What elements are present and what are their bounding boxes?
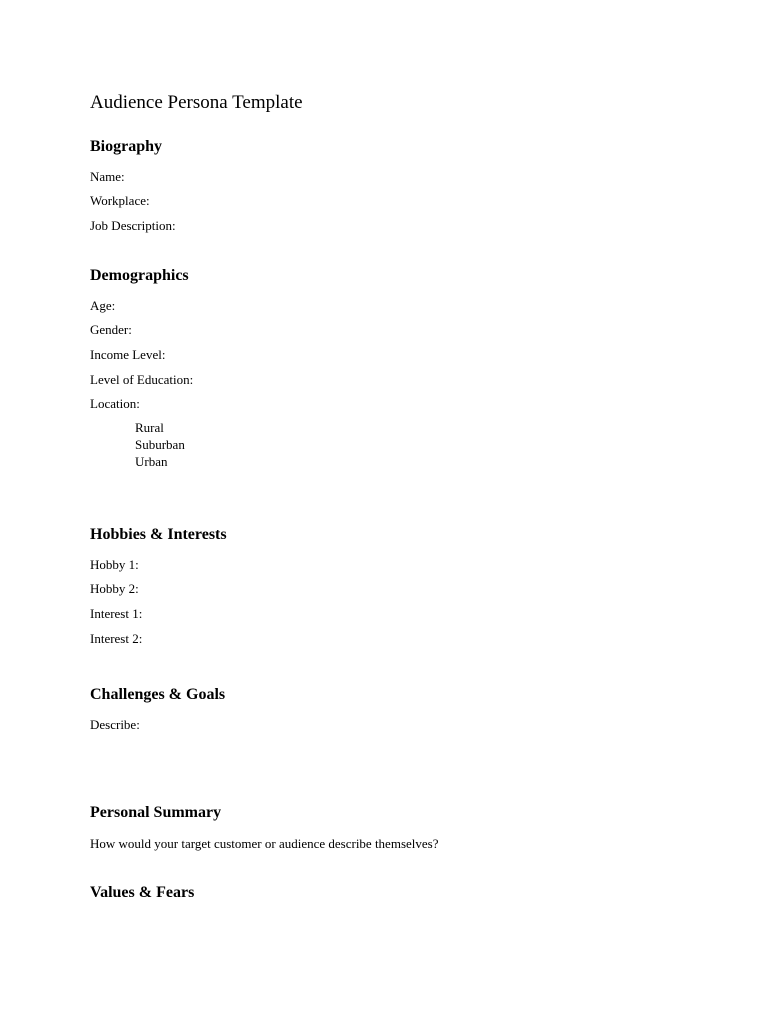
personal-summary-heading: Personal Summary	[90, 804, 222, 821]
demographics-heading: Demographics	[90, 267, 189, 284]
age-field-label: Age:	[90, 298, 116, 313]
workplace-field-label: Workplace:	[90, 193, 150, 208]
describe-field-label: Describe:	[90, 717, 140, 732]
interest-2-field-label: Interest 2:	[90, 631, 143, 646]
interest-1-field-label: Interest 1:	[90, 606, 143, 621]
biography-heading: Biography	[90, 138, 163, 155]
hobbies-heading: Hobbies & Interests	[90, 526, 227, 543]
name-field-label: Name:	[90, 169, 125, 184]
location-option-urban: Urban	[135, 454, 168, 469]
location-field-label: Location:	[90, 396, 140, 411]
values-fears-heading: Values & Fears	[90, 884, 195, 901]
hobby-2-field-label: Hobby 2:	[90, 581, 139, 596]
education-field-label: Level of Education:	[90, 372, 194, 387]
personal-summary-prompt: How would your target customer or audience describe themselves?	[90, 836, 439, 851]
hobby-1-field-label: Hobby 1:	[90, 557, 139, 572]
job-description-field-label: Job Description:	[90, 218, 176, 233]
location-option-suburban: Suburban	[135, 437, 185, 452]
document-title: Audience Persona Template	[90, 92, 303, 113]
location-option-rural: Rural	[135, 420, 164, 435]
gender-field-label: Gender:	[90, 322, 132, 337]
challenges-heading: Challenges & Goals	[90, 686, 226, 703]
income-level-field-label: Income Level:	[90, 347, 166, 362]
